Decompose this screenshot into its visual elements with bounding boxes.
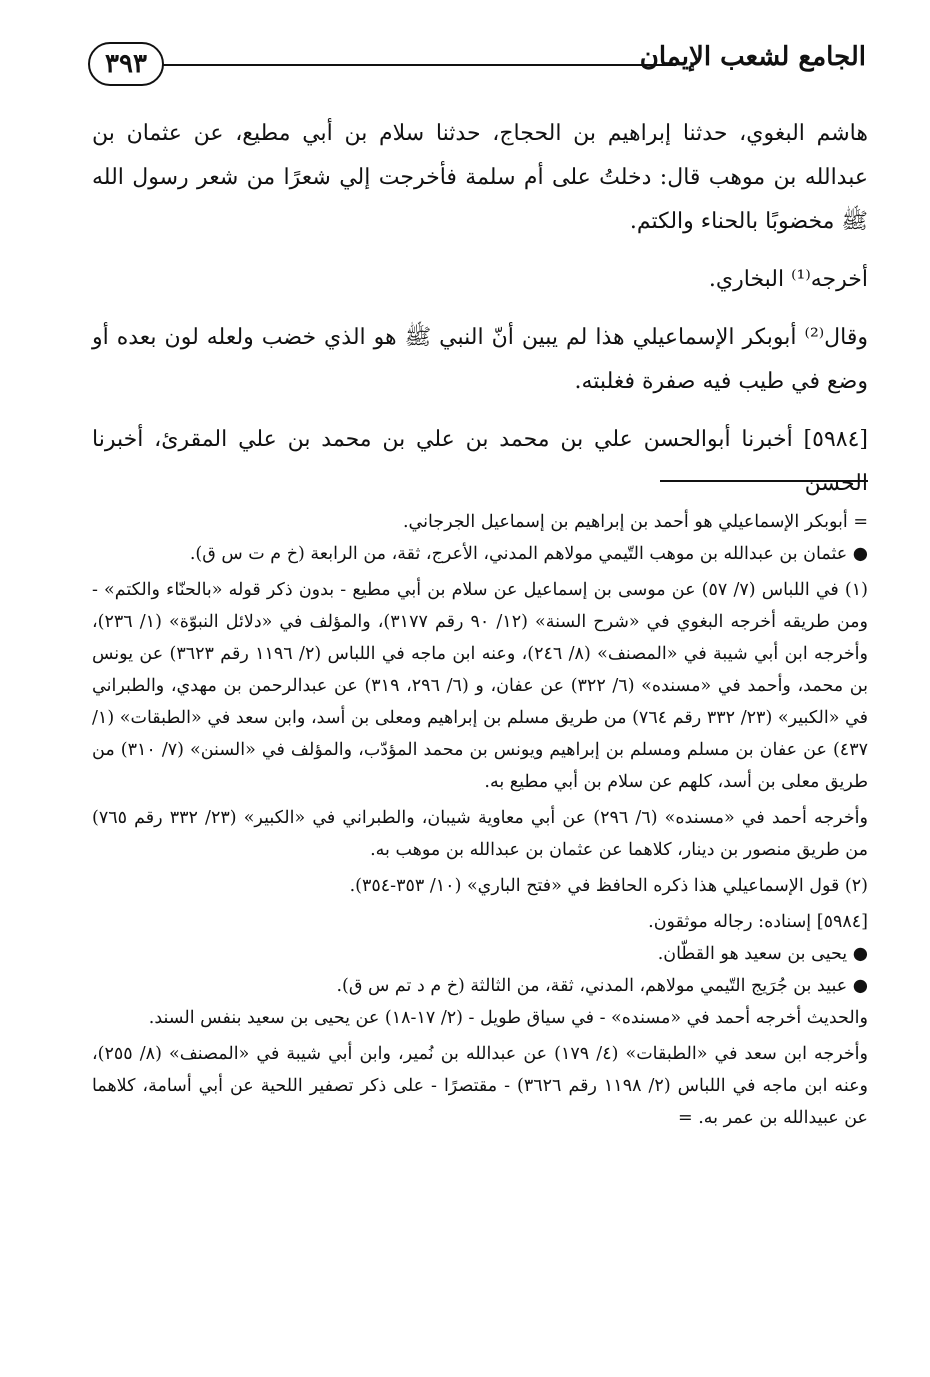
footnote-line: ● عثمان بن عبدالله بن موهب التّيمي مولاهم المدني، الأعرج، ثقة، من الرابعة (خ م ت س ق). [189,544,868,564]
book-title: الجامع لشعب الإيمان [639,42,866,72]
main-paragraph: [٥٩٨٤] أخبرنا أبوالحسن علي بن محمد بن علي بن محمد بن علي المقرئ، أخبرنا الحسن [92,427,868,496]
page-number: ٣٩٣ [88,42,164,86]
footnote-line: والحديث أخرجه أحمد في «مسنده» - في سياق طويل - (٢/ ١٧-١٨) عن يحيى بن سعيد بنفس السند. [148,1008,868,1028]
footnote-separator [660,480,868,482]
footnotes [92,506,868,1138]
main-text [92,112,868,520]
footnote-line: وأخرجه ابن سعد في «الطبقات» (٤/ ١٧٩) عن عبدالله بن نُمير، وابن أبي شيبة في «المصنف» (٨/ ٢٥٥)، وعنه ابن ماجه في اللباس (٢/ ١١٩٨ رقم ٣٦٢٦) - مقتصرًا - على ذكر تصفير اللحية عن أبي أسامة، كلاهما عن عبيدالله بن عمر به. = [92,1044,868,1128]
footnote-line: = أبوبكر الإسماعيلي هو أحمد بن إبراهيم بن إسماعيل الجرجاني. [402,512,868,532]
footnote-line: ● يحيى بن سعيد هو القطّان. [657,944,868,964]
footnote-line: (١) في اللباس (٧/ ٥٧) عن موسى بن إسماعيل عن سلام بن أبي مطيع - بدون ذكر قوله «بالحنّاء والكتم» - ومن طريقه أخرجه البغوي في «شرح السنة» (١٢/ ٩٠ رقم ٣١٧٧)، والمؤلف في «دلائل النبوّة» (١/ ٢٣٦)، وأخرجه ابن أبي شيبة في «المصنف» (٨/ ٢٤٦)، وعنه ابن ماجه في اللباس (٢/ ١١٩٦ رقم ٣٦٢٣) عن يونس بن محمد، وأحمد في «مسنده» (٦/ ٣٢٢) عن عفان، و (٦/ ٢٩٦، ٣١٩) عن عبدالرحمن بن مهدي، والطبراني في «الكبير» (٢٣/ ٣٣٢ رقم ٧٦٤) من طريق مسلم بن إبراهيم ومعلى بن أسد، وابن سعد في «الطبقات» (١/ ٤٣٧) عن عفان بن مسلم ومسلم بن إبراهيم ويونس بن محمد المؤدّب، والمؤلف في «السنن» (٧/ ٣١٠) من طريق معلى بن أسد، كلهم عن سلام بن أبي مطيع به. [92,580,868,792]
main-paragraph: وقال⁽²⁾ أبوبكر الإسماعيلي هذا لم يبين أنّ النبي ﷺ هو الذي خضب ولعله لون بعده أو وضع في طيب فيه صفرة فغلبته. [92,325,868,394]
header-rule [162,64,676,66]
main-paragraph: أخرجه⁽¹⁾ البخاري. [708,267,868,292]
page-header [88,40,866,90]
main-paragraph: هاشم البغوي، حدثنا إبراهيم بن الحجاج، حدثنا سلام بن أبي مطيع، عن عثمان بن عبدالله بن موهب قال: دخلتُ على أم سلمة فأخرجت إلي شعرًا من شعر رسول الله ﷺ مخضوبًا بالحناء والكتم. [92,121,868,234]
footnote-line: وأخرجه أحمد في «مسنده» (٦/ ٢٩٦) عن أبي معاوية شيبان، والطبراني في «الكبير» (٢٣/ ٣٣٢ رقم ٧٦٥) من طريق منصور بن دينار، كلاهما عن عثمان بن عبدالله بن موهب به. [92,808,868,860]
footnote-line: (٢) قول الإسماعيلي هذا ذكره الحافظ في «فتح الباري» (١٠/ ٣٥٣-٣٥٤). [349,876,868,896]
footnote-line: ● عبيد بن جُرَيج التّيمي مولاهم، المدني، ثقة، من الثالثة (خ م د تم س ق). [336,976,868,996]
footnote-line: [٥٩٨٤] إسناده: رجاله موثقون. [648,912,868,932]
